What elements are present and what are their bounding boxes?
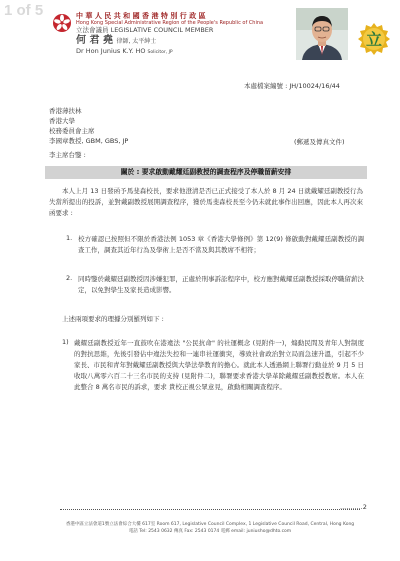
letterhead-line1: 中 華 人 民 共 和 國 香 港 特 別 行 政 區 xyxy=(76,12,206,20)
request-item: 校方確認已按照但不限於香港法例 1053 章《香港大學條例》第 12(9) 條啟動對戴耀廷副教授的調查工作，調查其近年行為及學術上是否不當及與其教席不相符； xyxy=(78,235,364,254)
footer-divider xyxy=(60,509,360,510)
page-continuation: ...........2 xyxy=(340,503,367,511)
bauhinia-emblem-icon xyxy=(52,12,72,34)
body-intro: 本人上月 13 日發函予馬斐森校長，要求他澄清是否已正式接受了本人於 8 月 24 日就戴耀廷副教授行為失當所提出的投訴，並對戴副教授展開調查程序，獲於馬斐森校長至今仍未就此事作出回應，因此本人再次來函要求 : xyxy=(49,187,363,217)
recipient-line2: 香港大學 xyxy=(49,117,75,125)
recipient-line4: 李國章教授, GBM, GBS, JP xyxy=(49,137,129,145)
reason-item: 戴耀廷副教授近年一直鼓吹在港違法 "公民抗命" 的社運概念 (見附件一)，煽動民間及青年人對制度的對抗思維，先後引發佔中違法失控和一連串社運衝突，導致社會政治對立局面急速升溫，引起不少家長、市民和青年對戴耀廷副教授與大學法學教育的擔心。就此本人透過網上聯署行動並於 9 月 5 日收取八萬零六百二十三名市民的支持 (見附件二)，聯署要求香港大學革除戴耀廷副教授教席。本人在此整合 8 萬名市民的訴求，要求 貴校正視公眾意見，啟動相關調查程序。 xyxy=(74,339,364,391)
recipient-line3: 校務委員會主席 xyxy=(49,127,95,135)
footer-contact: 電話 Tel: 2543 0632 傳真 Fax: 2543 0174 電郵 email: juniusho@dhto.com xyxy=(128,529,292,534)
reasons-intro: 上述兩項要求的理據分別羅列如下 : xyxy=(62,315,164,323)
logo-character: 立 xyxy=(365,30,383,49)
member-portrait-photo xyxy=(296,8,348,60)
member-name-en-text: Dr Hon Junius K.Y. HO xyxy=(76,47,146,55)
delivery-note: (郵遞及傳真文件) xyxy=(294,138,345,146)
member-name-en xyxy=(76,47,266,57)
file-reference: 本處檔案編號 : JH/10024/16/44 xyxy=(244,82,340,90)
request-item: 同時鑒於戴耀廷副教授因涉嫌犯罪，正處於刑事訴訟程序中，校方應對戴耀廷副教授採取停職留薪決定，以免對學生及家長造成影響。 xyxy=(78,275,364,294)
member-name-cn-text: 何 君 堯 xyxy=(76,35,113,46)
reason-number: 1) xyxy=(62,338,69,346)
letterhead xyxy=(76,12,266,57)
request-number: 2. xyxy=(66,274,73,282)
member-name-cn xyxy=(76,35,266,47)
letterhead-line2: Hong Kong Special Administrative Region of the People's Republic of China xyxy=(76,20,264,26)
subject-line: 關於 : 要求啟動戴耀廷副教授的調查程序及停職留薪安排 xyxy=(45,166,367,179)
footer-address: 香港中區立法會道1號立法會綜合大樓 617室 Room 617, Legislative Council Complex, 1 Legislative Council Road, Central, Hong Kong xyxy=(65,522,355,527)
member-title-cn: 律師, 太平紳士 xyxy=(116,38,157,45)
recipient-line1: 香港薄扶林 xyxy=(49,107,82,115)
letterhead-line3: 立法會議員 LEGISLATIVE COUNCIL MEMBER xyxy=(76,26,214,34)
page-indicator: 1 of 5 xyxy=(4,2,44,19)
salutation: 李主席台鑒 : xyxy=(49,151,86,159)
member-logo-mark xyxy=(357,22,391,56)
member-title-en: Solicitor, JP xyxy=(147,50,173,55)
request-number: 1. xyxy=(66,234,73,242)
